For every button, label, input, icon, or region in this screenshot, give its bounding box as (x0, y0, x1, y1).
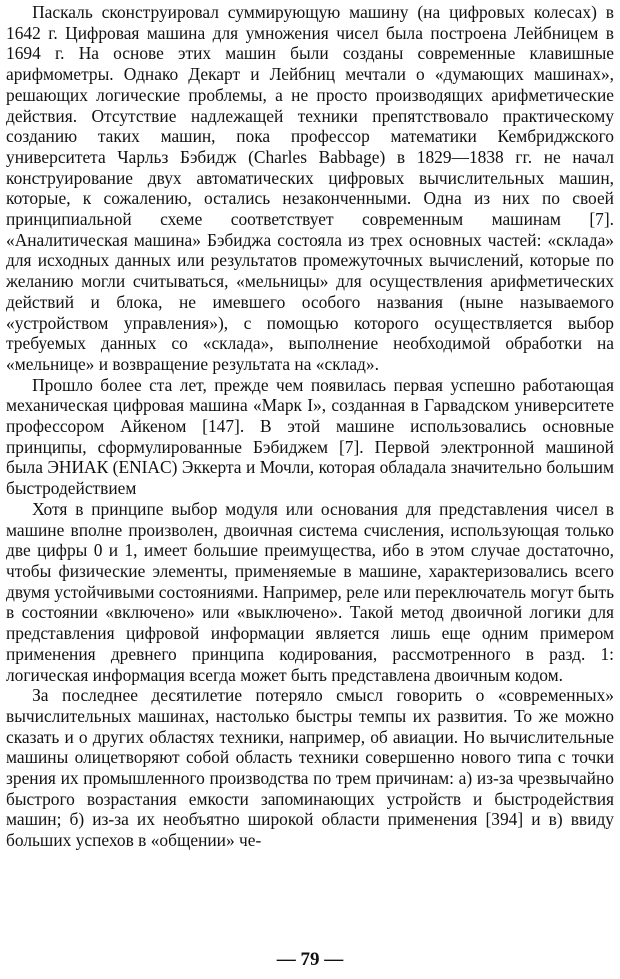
paragraph-babbage: Паскаль сконструировал суммирующую машину (на цифровых колесах) в 1642 г. Цифровая машина для умножения чисел была построена Лейбницем в 1694 г. На основе этих машин были созданы современные клавишные арифмометры. Однако Декарт и Лейбниц мечтали о «думающих машинах», решающих логические проблемы, а не просто производящих арифметические действия. Отсутствие надлежащей техники препятствовало практическому созданию таких машин, пока профессор математики Кембриджского университета Чарльз Бэбидж (Charles Babbage) в 1829—1838 гг. не начал конструирование двух автоматических цифровых вычислительных машин, которые, к сожалению, остались незаконченными. Одна из них по своей принципиальной схеме соответствует современным машинам [7]. «Аналитическая машина» Бэбиджа состояла из трех основных частей: «склада» для исходных данных или результатов промежуточных вычислений, которые по желанию могли считываться, «мельницы» для осуществления арифметических действий и блока, не имевшего особого названия (ныне называемого «устройством управления»), с помощью которого осуществляется выбор требуемых данных со «склада», выполнение необходимой обработки на «мельнице» и возвращение результата на «склад». (6, 2, 614, 374)
paragraph-binary-system: Хотя в принципе выбор модуля или основания для представления чисел в машине вполне произволен, двоичная система счисления, использующая только две цифры 0 и 1, имеет большие преимущества, ибо в этом случае достаточно, чтобы физические элементы, применяемые в машине, характеризовались всего двумя устойчивыми состояниями. Например, реле или переключатель могут быть в состоянии «включено» или «выключено». Такой метод двоичной логики для представления цифровой информации является лишь еще одним примером применения древнего принципа кодирования, рассмотренного в разд. 1: логическая информация всегда может быть представлена двоичным кодом. (6, 498, 614, 685)
paragraph-modern-machines: За последнее десятилетие потеряло смысл говорить о «современных» вычислительных машинах, настолько быстры темпы их развития. То же можно сказать и о других областях техники, например, об авиации. Но вычислительные машины олицетворяют собой область техники совершенно нового типа с точки зрения их промышленного производства по трем причинам: а) из-за чрезвычайно быстрого возрастания емкости запоминающих устройств и быстродействия машин; б) из-за их необъятно широкой области применения [394] и в) ввиду больших успехов в «общении» че- (6, 685, 614, 851)
page-number: — 79 — (276, 949, 344, 970)
page-text (6, 2, 614, 851)
paragraph-mark-one: Прошло более ста лет, прежде чем появилась первая успешно работающая механическая цифровая машина «Марк I», созданная в Гарвадском университете профессором Айкеном [147]. В этой машине использовались основные принципы, сформулированные Бэбиджем [7]. Первой электронной машиной была ЭНИАК (ENIAC) Эккерта и Мочли, которая обладала значительно большим быстродействием (6, 374, 614, 499)
